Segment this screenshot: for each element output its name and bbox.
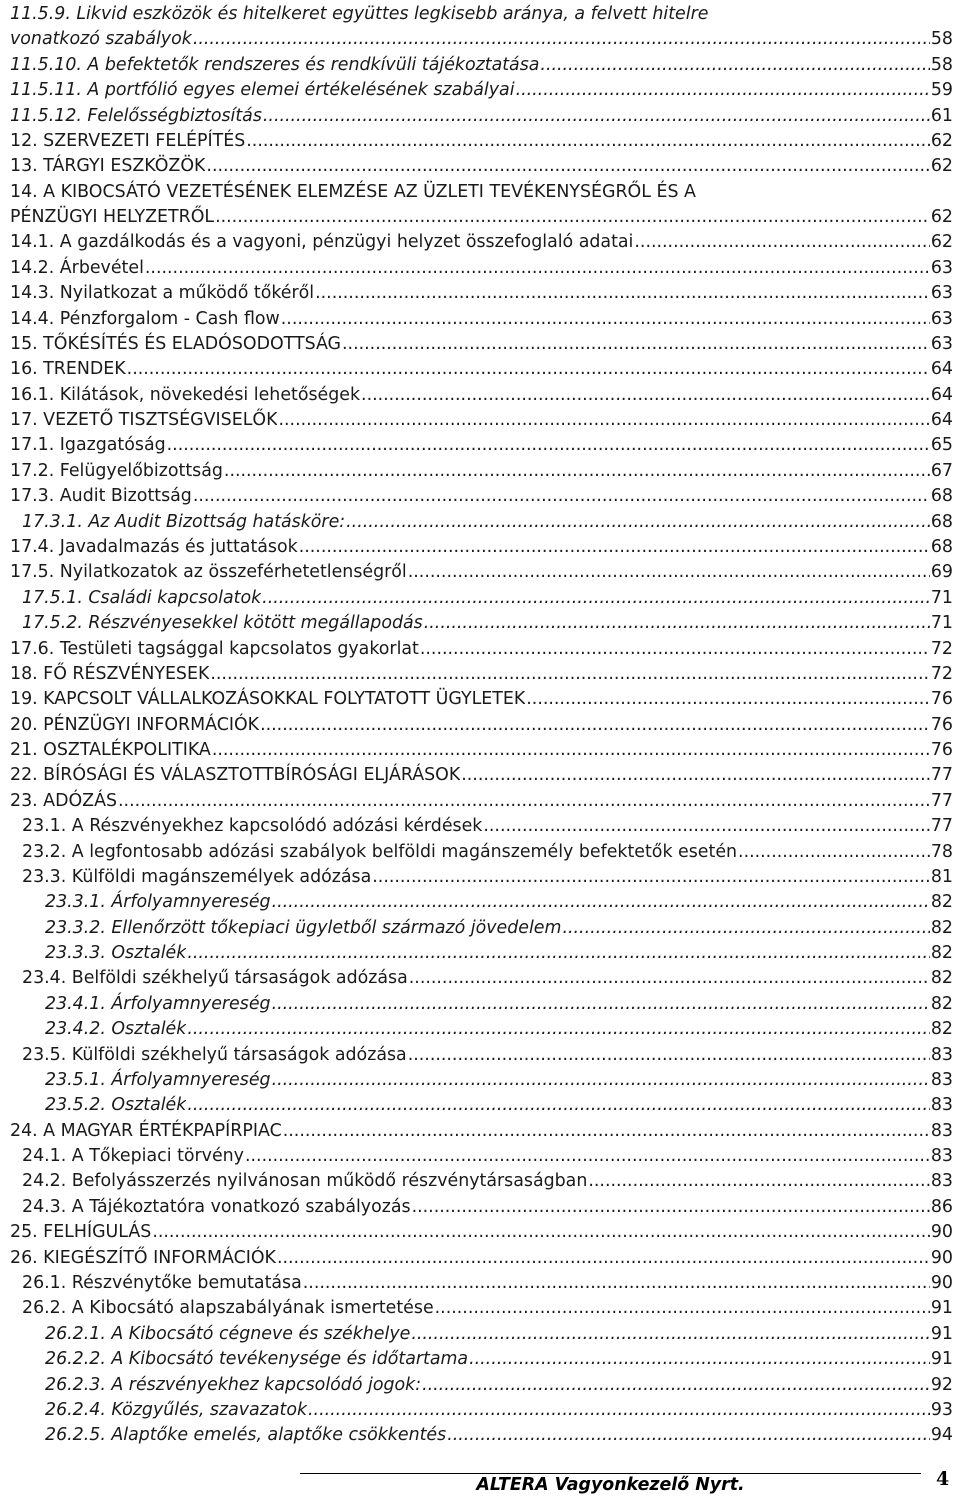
toc-entry[interactable] [45, 1068, 953, 1093]
toc-leader-dots [245, 1144, 930, 1169]
toc-entry-label: 23.4.2. Osztalék [45, 1019, 187, 1040]
toc-entry-label: 23.4.1. Árfolyamnyereség [45, 993, 271, 1014]
toc-leader-dots [278, 408, 929, 433]
toc-leader-dots [447, 1423, 930, 1448]
toc-entry-page-number: 91 [930, 1349, 953, 1370]
toc-entry-page-number: 76 [930, 714, 953, 735]
toc-entry-label: 16. TRENDEK [10, 359, 126, 380]
toc-entry-label: 23.3.2. Ellenőrzött tőkepiaci ügyletből származó jövedelem [45, 917, 562, 938]
toc-leader-dots [272, 890, 930, 915]
toc-leader-dots [424, 611, 930, 636]
toc-entry-label: 26.2.4. Közgyűlés, szavazatok [45, 1399, 308, 1420]
toc-entry[interactable] [22, 865, 953, 890]
toc-entry[interactable] [10, 230, 953, 255]
toc-entry-label: 23.5. Külföldi székhelyű társaságok adózása [22, 1044, 407, 1065]
toc-entry-label: 17.5. Nyilatkozatok az összeférhetetlenségről [10, 562, 407, 583]
toc-leader-dots [540, 53, 929, 78]
toc-leader-dots [420, 637, 930, 662]
toc-leader-dots [408, 1043, 930, 1068]
toc-leader-dots [435, 1296, 930, 1321]
toc-leader-dots [187, 1093, 930, 1118]
toc-entry-label: 24. A MAGYAR ÉRTÉKPAPÍRPIAC [10, 1120, 282, 1141]
toc-entry[interactable] [45, 1373, 953, 1398]
toc-entry[interactable] [10, 408, 953, 433]
toc-leader-dots [469, 1347, 930, 1372]
toc-entry-page-number: 76 [930, 740, 953, 761]
toc-leader-dots [408, 560, 930, 585]
toc-entry[interactable] [10, 129, 953, 154]
toc-entry[interactable] [45, 916, 953, 941]
toc-leader-dots [127, 357, 930, 382]
toc-entry-label: 17.2. Felügyelőbizottság [10, 460, 223, 481]
toc-leader-dots [283, 1119, 930, 1144]
toc-entry-page-number: 58 [930, 54, 953, 75]
toc-entry[interactable] [45, 1347, 953, 1372]
toc-entry[interactable] [22, 1043, 953, 1068]
toc-entry-page-number: 90 [930, 1273, 953, 1293]
toc-entry-label: 22. BÍRÓSÁGI ÉS VÁLASZTOTTBÍRÓSÁGI ELJÁRÁSOK [10, 765, 461, 786]
toc-entry[interactable] [10, 789, 953, 814]
toc-entry-page-number: 63 [930, 333, 953, 354]
toc-entry[interactable] [10, 484, 953, 509]
toc-leader-dots [187, 941, 930, 966]
toc-entry[interactable] [10, 154, 953, 179]
toc-entry-label: 26.2.5. Alaptőke emelés, alaptőke csökkentés [45, 1425, 447, 1446]
toc-entry-page-number: 63 [930, 283, 953, 304]
toc-entry-page-number: 71 [930, 587, 953, 608]
toc-entry-label: 11.5.11. A portfólió egyes elemei értékelésének szabályai [10, 80, 515, 101]
toc-entry[interactable] [22, 586, 953, 611]
toc-entry-label-line1: 14. A KIBOCSÁTÓ VEZETÉSÉNEK ELEMZÉSE AZ ÜZLETI TEVÉKENYSÉGRŐL ÉS A [10, 181, 696, 202]
toc-entry-page-number: 72 [930, 663, 953, 684]
toc-entry[interactable] [45, 890, 953, 915]
toc-entry-page-number: 68 [930, 486, 953, 507]
toc-entry-page-number: 63 [930, 308, 953, 329]
toc-entry[interactable] [10, 53, 953, 78]
toc-entry[interactable] [10, 687, 953, 712]
toc-leader-dots [315, 281, 930, 306]
toc-entry-label: 17.5.1. Családi kapcsolatok [22, 587, 262, 608]
toc-entry[interactable] [22, 510, 953, 535]
toc-entry-label: 13. TÁRGYI ESZKÖZÖK [10, 156, 206, 177]
toc-entry[interactable] [10, 332, 953, 357]
toc-entry[interactable] [10, 27, 953, 52]
toc-entry-label: 23.1. A Részvényekhez kapcsolódó adózási kérdések [22, 816, 483, 837]
toc-entry-label: 23.3.3. Osztalék [45, 943, 187, 964]
toc-entry-page-number: 62 [930, 156, 953, 177]
toc-entry-page-number: 76 [930, 689, 953, 710]
toc-entry-page-number: 90 [930, 1247, 953, 1268]
toc-leader-dots [516, 78, 930, 103]
toc-entry-page-number: 63 [930, 257, 953, 278]
toc-entry[interactable] [10, 1220, 953, 1245]
toc-entry-label: 24.1. A Tőkepiaci törvény [22, 1146, 244, 1167]
toc-entry[interactable] [10, 256, 953, 281]
toc-leader-dots [260, 713, 930, 738]
toc-leader-dots [634, 230, 929, 255]
toc-entry-label: 17.4. Javadalmazás és juttatások [10, 536, 298, 557]
toc-leader-dots [346, 510, 930, 535]
toc-leader-dots [210, 662, 929, 687]
toc-leader-dots [411, 1322, 930, 1347]
toc-entry-page-number: 82 [930, 1019, 953, 1040]
toc-entry[interactable] [10, 763, 953, 788]
toc-leader-dots [277, 1246, 930, 1271]
toc-entry-page-number: 92 [930, 1374, 953, 1395]
toc-leader-dots [206, 154, 929, 179]
toc-entry-page-number: 90 [930, 1222, 953, 1243]
toc-entry-label: 15. TŐKÉSÍTÉS ÉS ELADÓSODOTTSÁG [10, 333, 342, 354]
toc-leader-dots [738, 840, 930, 865]
toc-entry[interactable] [10, 78, 953, 103]
toc-entry-label: 26.2. A Kibocsátó alapszabályának ismertetése [22, 1298, 434, 1319]
toc-entry-label: 26.2.2. A Kibocsátó tevékenysége és időtartama [45, 1349, 469, 1370]
toc-entry-label: 26.2.3. A részvényekhez kapcsolódó jogok: [45, 1374, 422, 1395]
toc-entry-label: 14.1. A gazdálkodás és a vagyoni, pénzügyi helyzet összefoglaló adatai [10, 232, 634, 253]
toc-entry-label: 26.2.1. A Kibocsátó cégneve és székhelye [45, 1323, 411, 1344]
toc-entry[interactable] [45, 992, 953, 1017]
toc-entry-label: 17.1. Igazgatóság [10, 435, 166, 456]
toc-leader-dots [167, 433, 930, 458]
toc-entry-page-number: 77 [930, 816, 953, 837]
toc-entry-label: 23.3.1. Árfolyamnyereség [45, 892, 271, 913]
toc-entry-page-number: 83 [930, 1146, 953, 1167]
toc-entry-page-number: 77 [930, 765, 953, 786]
toc-entry-label: PÉNZÜGYI HELYZETRŐL [10, 207, 215, 228]
toc-leader-dots [281, 307, 930, 332]
toc-entry-label: 11.5.12. Felelősségbiztosítás [10, 105, 262, 126]
toc-entry[interactable] [10, 560, 953, 585]
toc-leader-dots [526, 687, 930, 712]
toc-leader-dots [412, 1195, 930, 1220]
toc-entry[interactable] [10, 713, 953, 738]
toc-entry-page-number: 91 [930, 1298, 953, 1319]
toc-entry-label: 24.2. Befolyásszerzés nyilvánosan működő részvénytársaságban [22, 1171, 588, 1192]
toc-entry-page-number: 62 [930, 130, 953, 151]
toc-entry-page-number: 59 [930, 80, 953, 101]
toc-leader-dots [187, 1017, 930, 1042]
toc-entry[interactable] [45, 1423, 953, 1448]
toc-entry-page-number: 82 [930, 968, 953, 989]
toc-entry-label: vonatkozó szabályok [10, 29, 192, 50]
toc-entry-page-number: 78 [930, 841, 953, 862]
toc-entry-page-number: 83 [930, 1095, 953, 1116]
toc-entry[interactable] [10, 1119, 953, 1144]
toc-entry-page-number: 83 [930, 1069, 953, 1090]
toc-entry[interactable] [22, 611, 953, 636]
footer-page-number: 4 [936, 1468, 950, 1490]
toc-entry-label: 21. OSZTALÉKPOLITIKA [10, 740, 211, 761]
toc-entry-wrapped-line [10, 180, 953, 205]
toc-leader-dots [308, 1398, 930, 1423]
toc-entry[interactable] [45, 941, 953, 966]
toc-entry[interactable] [22, 1271, 953, 1296]
toc-entry[interactable] [10, 205, 953, 230]
toc-entry-page-number: 61 [930, 105, 953, 126]
toc-leader-dots [224, 459, 930, 484]
toc-entry-label: 19. KAPCSOLT VÁLLALKOZÁSOKKAL FOLYTATOTT ÜGYLETEK [10, 689, 526, 710]
toc-entry-page-number: 71 [930, 613, 953, 634]
toc-entry[interactable] [22, 840, 953, 865]
toc-leader-dots [145, 256, 930, 281]
toc-entry-page-number: 83 [930, 1171, 953, 1192]
footer-company-name: ALTERA Vagyonkezelő Nyrt. [476, 1475, 745, 1495]
toc-entry-label: 14.2. Árbevétel [10, 257, 144, 278]
toc-leader-dots [372, 865, 930, 890]
toc-leader-dots [272, 1068, 930, 1093]
toc-entry-page-number: 58 [930, 29, 953, 50]
toc-entry[interactable] [22, 1144, 953, 1169]
toc-entry-page-number: 64 [930, 384, 953, 405]
toc-entry-label: 24.3. A Tájékoztatóra vonatkozó szabályozás [22, 1196, 411, 1217]
toc-leader-dots [262, 586, 930, 611]
toc-entry-page-number: 82 [930, 943, 953, 964]
toc-entry-page-number: 83 [930, 1120, 953, 1141]
toc-entry[interactable] [10, 535, 953, 560]
toc-entry-label: 23.3. Külföldi magánszemélyek adózása [22, 866, 372, 887]
toc-leader-dots [562, 916, 929, 941]
toc-entry-page-number: 82 [930, 917, 953, 938]
toc-entry[interactable] [22, 1169, 953, 1194]
toc-leader-dots [361, 383, 930, 408]
toc-entry-label: 16.1. Kilátások, növekedési lehetőségek [10, 384, 361, 405]
toc-entry-label: 14.3. Nyilatkozat a működő tőkéről [10, 283, 315, 304]
toc-entry[interactable] [22, 814, 953, 839]
toc-entry-label: 17.6. Testületi tagsággal kapcsolatos gyakorlat [10, 638, 419, 659]
toc-entry[interactable] [10, 738, 953, 763]
toc-entry[interactable] [10, 357, 953, 382]
toc-entry-label: 23. ADÓZÁS [10, 790, 118, 811]
toc-entry[interactable] [22, 966, 953, 991]
toc-entry[interactable] [45, 1322, 953, 1347]
toc-leader-dots [299, 535, 930, 560]
toc-entry-label: 25. FELHÍGULÁS [10, 1222, 152, 1243]
toc-entry-label-line1: 11.5.9. Likvid eszközök és hitelkeret együttes legkisebb aránya, a felvett hitelre [10, 4, 709, 24]
toc-entry-page-number: 93 [930, 1399, 953, 1420]
toc-entry-label: 23.5.2. Osztalék [45, 1095, 187, 1116]
toc-entry-page-number: 68 [930, 511, 953, 532]
toc-entry-label: 20. PÉNZÜGYI INFORMÁCIÓK [10, 714, 260, 735]
toc-entry-page-number: 68 [930, 536, 953, 557]
toc-entry-label: 17.3. Audit Bizottság [10, 486, 192, 507]
toc-leader-dots [422, 1373, 930, 1398]
toc-entry[interactable] [10, 281, 953, 306]
toc-entry-page-number: 91 [930, 1323, 953, 1344]
toc-entry-page-number: 62 [930, 232, 953, 253]
toc-entry[interactable] [10, 307, 953, 332]
toc-leader-dots [461, 763, 930, 788]
toc-entry-page-number: 72 [930, 638, 953, 659]
toc-entry[interactable] [22, 1195, 953, 1220]
toc-entry-page-number: 82 [930, 993, 953, 1014]
toc-entry-page-number: 86 [930, 1196, 953, 1217]
toc-entry[interactable] [10, 433, 953, 458]
toc-leader-dots [272, 992, 930, 1017]
toc-entry-page-number: 65 [930, 435, 953, 456]
toc-leader-dots [118, 789, 930, 814]
toc-entry-wrapped-line [10, 2, 953, 27]
toc-leader-dots [193, 27, 930, 52]
toc-leader-dots [263, 104, 930, 129]
toc-entry-page-number: 82 [930, 892, 953, 913]
toc-entry[interactable] [45, 1093, 953, 1118]
toc-entry-label: 11.5.10. A befektetők rendszeres és rendkívüli tájékoztatása [10, 54, 540, 75]
toc-entry-label: 12. SZERVEZETI FELÉPÍTÉS [10, 130, 246, 151]
toc-entry-page-number: 64 [930, 410, 953, 431]
toc-leader-dots [303, 1271, 930, 1296]
toc-entry-page-number: 77 [930, 790, 953, 811]
toc-entry-label: 17.3.1. Az Audit Bizottság hatásköre: [22, 511, 346, 532]
toc-entry-page-number: 94 [930, 1425, 953, 1446]
toc-entry[interactable] [22, 1296, 953, 1321]
toc-entry-page-number: 62 [930, 207, 953, 228]
toc-entry-label: 17.5.2. Részvényesekkel kötött megállapodás [22, 613, 423, 634]
toc-entry[interactable] [45, 1398, 953, 1423]
toc-entry[interactable] [10, 637, 953, 662]
toc-entry-label: 17. VEZETŐ TISZTSÉGVISELŐK [10, 410, 278, 431]
toc-leader-dots [483, 814, 930, 839]
toc-entry[interactable] [10, 383, 953, 408]
toc-leader-dots [342, 332, 930, 357]
toc-entry[interactable] [10, 1246, 953, 1271]
toc-entry-label: 23.2. A legfontosabb adózási szabályok belföldi magánszemély befektetők esetén [22, 841, 738, 862]
toc-entry-page-number: 64 [930, 359, 953, 380]
toc-leader-dots [215, 205, 930, 230]
toc-entry-page-number: 69 [930, 562, 953, 583]
toc-entry-label: 26. KIEGÉSZÍTŐ INFORMÁCIÓK [10, 1247, 276, 1268]
toc-entry-label: 23.4. Belföldi székhelyű társaságok adózása [22, 968, 408, 989]
toc-leader-dots [193, 484, 930, 509]
toc-entry-page-number: 83 [930, 1044, 953, 1065]
toc-leader-dots [588, 1169, 930, 1194]
toc-entry[interactable] [10, 662, 953, 687]
toc-entry-page-number: 81 [930, 866, 953, 887]
toc-entry-label: 18. FŐ RÉSZVÉNYESEK [10, 663, 210, 684]
toc-leader-dots [212, 738, 930, 763]
toc-entry-page-number: 67 [930, 460, 953, 481]
toc-entry[interactable] [45, 1017, 953, 1042]
toc-leader-dots [409, 966, 930, 991]
toc-entry-label: 14.4. Pénzforgalom - Cash flow [10, 308, 280, 329]
toc-entry-label: 23.5.1. Árfolyamnyereség [45, 1069, 271, 1090]
toc-entry[interactable] [10, 104, 953, 129]
toc-leader-dots [152, 1220, 930, 1245]
toc-leader-dots [246, 129, 930, 154]
toc-entry[interactable] [10, 459, 953, 484]
toc-entry-label: 26.1. Részvénytőke bemutatása [22, 1273, 302, 1293]
